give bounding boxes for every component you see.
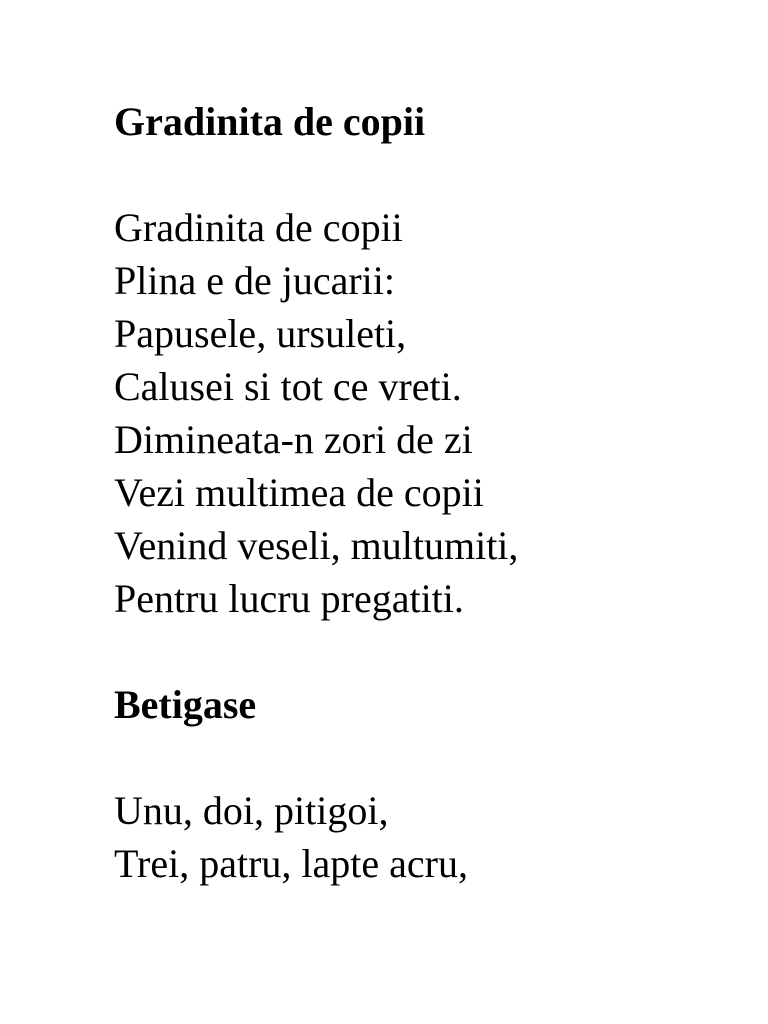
poem-body bbox=[114, 784, 734, 890]
poem-line: Venind veseli, multumiti, bbox=[114, 523, 519, 568]
poem-line: Trei, patru, lapte acru, bbox=[114, 841, 468, 886]
poem-line: Calusei si tot ce vreti. bbox=[114, 364, 462, 409]
poem-line: Papusele, ursuleti, bbox=[114, 311, 407, 356]
poem-line: Pentru lucru pregatiti. bbox=[114, 576, 464, 621]
poem-title: Gradinita de copii bbox=[114, 99, 426, 144]
poem-title: Betigase bbox=[114, 682, 257, 727]
document-page bbox=[114, 95, 734, 890]
poem-line: Unu, doi, pitigoi, bbox=[114, 788, 389, 833]
poem-line: Plina e de jucarii: bbox=[114, 258, 396, 303]
poem-line: Vezi multimea de copii bbox=[114, 470, 484, 515]
poem-line: Dimineata-n zori de zi bbox=[114, 417, 473, 462]
poem-line: Gradinita de copii bbox=[114, 205, 403, 250]
poem-body bbox=[114, 201, 734, 625]
